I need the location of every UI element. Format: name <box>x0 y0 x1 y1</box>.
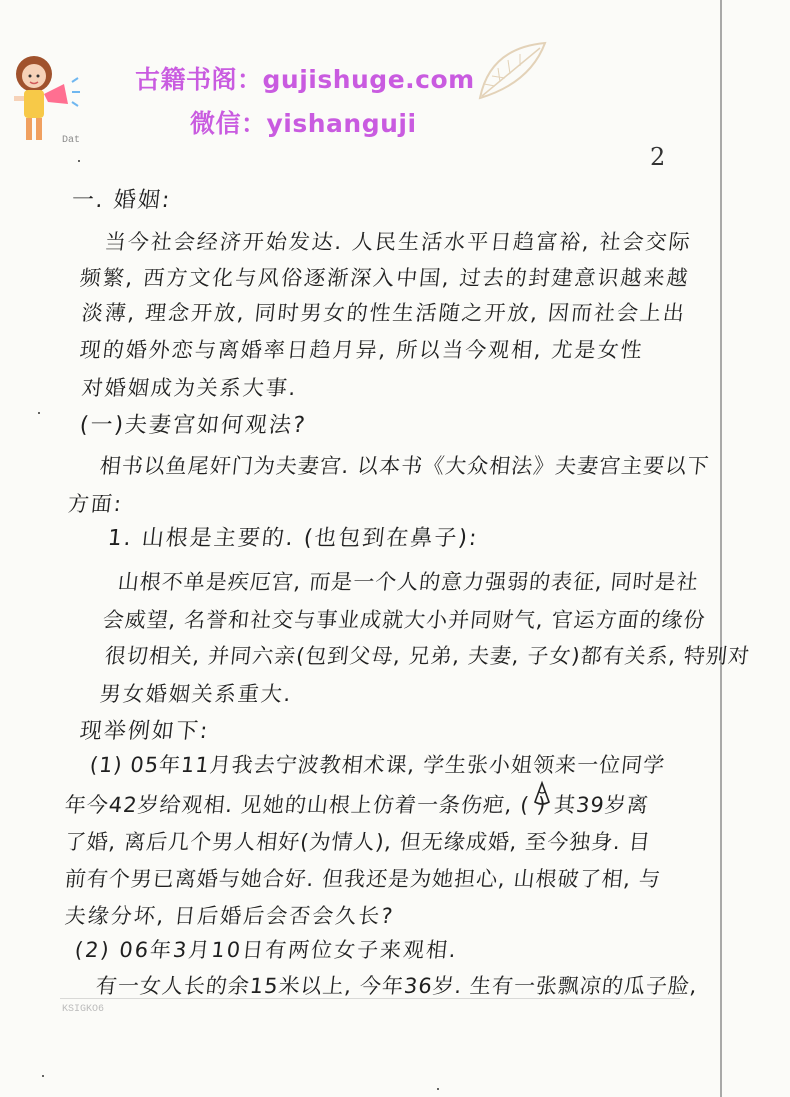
scan-speck <box>78 160 80 162</box>
text-line: 年今42岁给观相. 见她的山根上仿着一条伤疤, ( ) 其39岁离 <box>63 793 651 817</box>
text-line: 男女婚姻关系重大. <box>98 682 294 706</box>
examples-heading: 现举例如下: <box>78 719 211 744</box>
text-line: 有一女人长的余15米以上, 今年36岁. 生有一张飘凉的瓜子脸, <box>94 974 699 998</box>
text-line: 很切相关, 并同六亲(包到父母, 兄弟, 夫妻, 子女)都有关系, 特别对 <box>103 644 752 668</box>
text-line: 山根不单是疾厄宫, 而是一个人的意力强弱的表征, 同时是社 <box>116 570 700 594</box>
scan-speck <box>38 412 40 414</box>
section-heading: 一. 婚姻: <box>70 188 173 213</box>
watermark-wechat: 微信：yishanguji <box>190 109 417 138</box>
text-line: 对婚姻成为关系大事. <box>80 376 299 400</box>
text-line: 方面: <box>66 492 125 516</box>
text-line: (2) 06年3月10日有两位女子来观相. <box>73 938 460 962</box>
text-line: 了婚, 离后几个男人相好(为情人), 但无缘成婚, 至今独身. 目 <box>63 830 652 854</box>
text-line: 夫缘分坏, 日后婚后会否会久长? <box>63 904 396 928</box>
text-line: 淡薄, 理念开放, 同时男女的性生活随之开放, 因而社会上出 <box>80 301 688 325</box>
text-line: 频繁, 西方文化与风俗逐渐深入中国, 过去的封建意识越来越 <box>78 266 691 290</box>
text-line: 现的婚外恋与离婚率日趋月异, 所以当今观相, 尤是女性 <box>78 338 645 362</box>
text-line: 会威望, 名誉和社交与事业成就大小并同财气, 官运方面的缘份 <box>101 608 707 632</box>
scan-smudge-bottom: KSIGKO6 <box>62 1004 105 1015</box>
point-heading: 1. 山根是主要的. (也包到在鼻子): <box>106 526 480 551</box>
watermark-site: 古籍书阁：gujishuge.com <box>135 65 475 94</box>
rule-line <box>60 998 680 999</box>
text-line: 前有个男已离婚与她合好. 但我还是为她担心, 山根破了相, 与 <box>63 867 663 891</box>
text-line: (1) 05年11月我去宁波教相术课, 学生张小姐领来一位同学 <box>88 753 667 777</box>
page-number: 2 <box>650 143 666 171</box>
text-line: 当今社会经济开始发达. 人民生活水平日趋富裕, 社会交际 <box>103 230 693 254</box>
scan-smudge-top: Dat <box>62 135 81 146</box>
scan-speck <box>437 1088 439 1090</box>
text-line: 相书以鱼尾奸门为夫妻宫. 以本书《大众相法》夫妻宫主要以下 <box>98 454 711 478</box>
scan-speck <box>42 1075 44 1077</box>
subsection-heading: (一)夫妻宫如何观法? <box>78 413 308 438</box>
scar-sketch-icon <box>527 780 557 808</box>
